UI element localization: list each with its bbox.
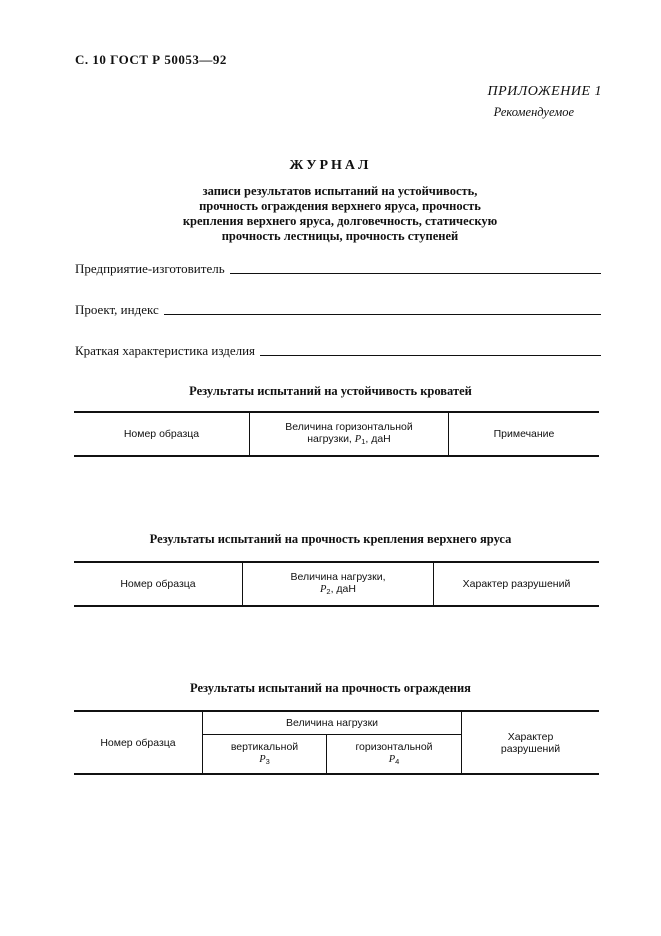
table3-horizontal-label: горизонтальной <box>355 740 433 753</box>
journal-title: ЖУРНАЛ <box>289 158 372 173</box>
manufacturer-field <box>75 259 601 277</box>
railing-strength-table <box>74 710 599 775</box>
table3-col-failure-type <box>462 711 600 774</box>
manufacturer-label: Предприятие-изготовитель <box>75 261 225 276</box>
table2-col-failure-type: Характер разрушений <box>434 562 600 606</box>
table1-col-horizontal-load-line1: Величина горизонтальной <box>285 420 413 433</box>
manufacturer-fill-line <box>230 273 601 274</box>
journal-subtitle-line: записи результатов испытаний на устойчивость, <box>202 184 478 198</box>
table2-col-load-line2 <box>247 583 429 598</box>
characteristics-fill-line <box>260 355 601 356</box>
stability-results-table <box>74 411 599 457</box>
table3-failure-line1: Характер <box>507 730 554 743</box>
table1-col-horizontal-load <box>250 412 449 456</box>
table2-load-index: 2 <box>326 586 331 596</box>
table1-col-sample-number: Номер образца <box>123 428 200 440</box>
project-label: Проект, индекс <box>75 302 159 317</box>
table1-title: Результаты испытаний на устойчивость кроватей <box>189 384 472 398</box>
table2-title: Результаты испытаний на прочность крепления верхнего яруса <box>149 532 512 546</box>
table3-vertical-index: 3 <box>265 756 270 766</box>
table1-load-word: нагрузки, <box>307 432 352 445</box>
journal-subtitle <box>130 184 550 244</box>
table2-col-load <box>243 562 434 606</box>
table3-failure-line2: разрушений <box>500 742 561 755</box>
table2-col-load-line1: Величина нагрузки, <box>290 570 386 583</box>
project-fill-line <box>164 314 601 315</box>
table3-vertical-p: P <box>259 753 266 765</box>
table1-load-unit: , даН <box>365 432 391 445</box>
journal-subtitle-line: прочность ограждения верхнего яруса, прочность <box>199 199 481 213</box>
table1-load-symbol: P <box>354 433 362 445</box>
table3-title: Результаты испытаний на прочность ограждения <box>190 681 471 695</box>
table1-col-note: Примечание <box>449 412 600 456</box>
project-field <box>75 300 601 318</box>
table2-col-sample-number: Номер образца <box>120 578 196 590</box>
table3-horizontal-p: P <box>388 753 396 765</box>
characteristics-label: Краткая характеристика изделия <box>75 343 256 358</box>
table3-vertical-label: вертикальной <box>230 740 299 753</box>
table3-vertical-symbol <box>207 753 322 768</box>
journal-subtitle-line: прочность лестницы, прочность ступеней <box>221 229 459 243</box>
table2-load-symbol: P <box>320 583 327 595</box>
characteristics-field <box>75 341 601 359</box>
table3-col-vertical <box>203 735 327 775</box>
table3-col-sample-number: Номер образца <box>74 711 203 774</box>
page-header-code: С. 10 ГОСТ Р 50053—92 <box>75 52 227 67</box>
table3-horizontal-index: 4 <box>395 756 400 766</box>
upper-tier-fastening-table <box>74 561 599 607</box>
table2-load-unit: , даН <box>330 582 356 595</box>
table1-col-horizontal-load-line2 <box>254 433 444 448</box>
appendix-status: Рекомендуемое <box>493 105 574 119</box>
journal-subtitle-line: крепления верхнего яруса, долговечность, статическую <box>182 214 498 228</box>
table3-horizontal-symbol <box>331 753 457 768</box>
appendix-title: ПРИЛОЖЕНИЕ 1 <box>487 84 602 99</box>
table1-load-index: 1 <box>361 436 366 446</box>
table3-col-load-group: Величина нагрузки <box>203 711 462 735</box>
table3-col-horizontal <box>327 735 462 775</box>
